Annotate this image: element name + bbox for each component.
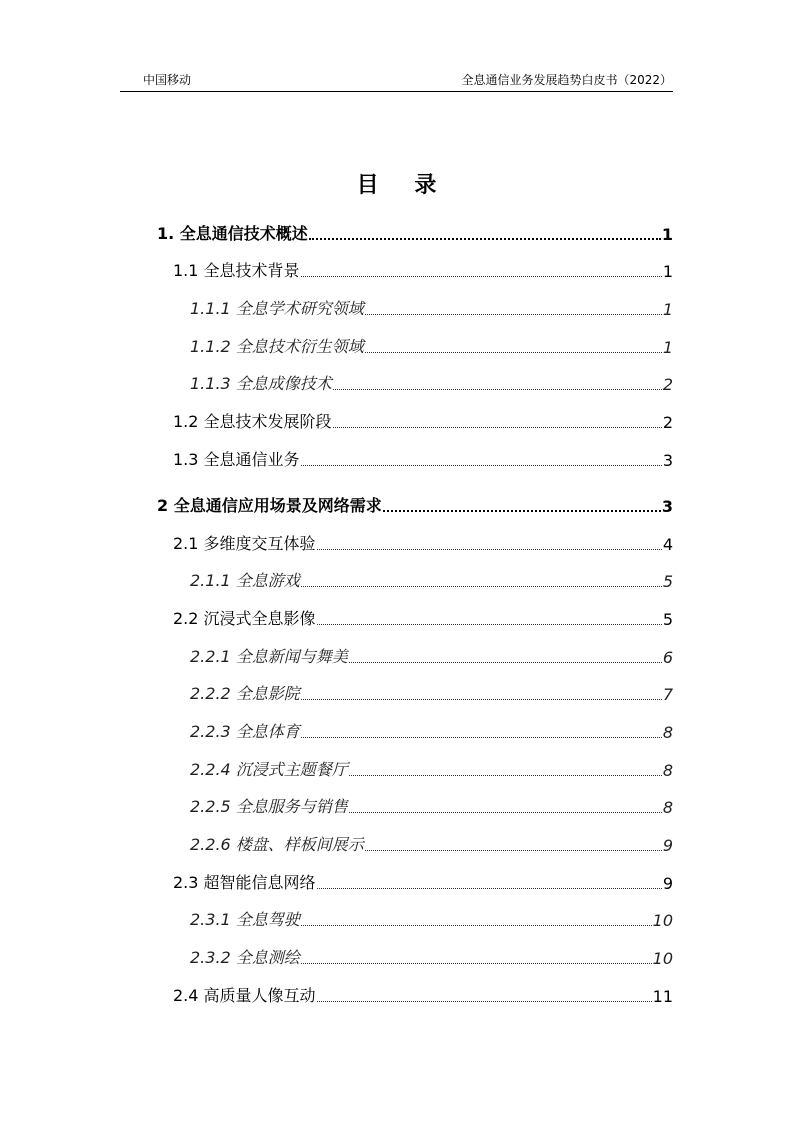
toc-entry-label: 2.2.6 楼盘、样板间展示 [190,835,364,854]
dot-leader [301,925,652,926]
toc-entry-label: 2.2.4 沉浸式主题餐厅 [190,759,348,779]
toc-entry-page: 3 [661,496,673,516]
toc-entry[interactable] [190,327,673,365]
toc-entry[interactable] [173,976,673,1014]
toc-entry-label: 1.2 全息技术发展阶段 [173,412,332,432]
toc-entry-page: 1 [662,262,673,282]
toc-entry-page: 1 [661,224,673,244]
header-right: 全息通信业务发展趋势白皮书（2022） [461,73,672,87]
toc-entry-label: 1.1.2 全息技术衍生领域 [190,336,364,356]
toc-entry-page: 5 [662,572,673,592]
dot-leader [317,888,662,889]
dot-leader [383,510,661,512]
toc-entry[interactable] [173,440,673,478]
toc-entry[interactable] [190,289,673,327]
toc-entry-page: 8 [662,798,673,818]
dot-leader [301,737,662,738]
toc-entry-label: 2 全息通信应用场景及网络需求 [157,495,382,515]
toc-entry-label: 2.2.5 全息服务与销售 [190,797,348,817]
dot-leader [301,276,662,277]
toc-entry[interactable] [190,750,673,788]
page-title: 目 录 [356,173,451,198]
toc-entry-page: 1 [662,300,673,320]
dot-leader [317,1001,652,1002]
dot-leader [333,389,662,390]
toc-entry[interactable] [173,252,673,290]
toc-entry-page: 6 [662,647,673,667]
toc-entry[interactable] [190,562,673,600]
toc-entry-label: 2.3.1 全息驾驶 [190,910,300,930]
dot-leader [333,427,662,428]
toc-entry-label: 2.4 高质量人像互动 [173,985,316,1005]
toc-entry[interactable] [190,712,673,750]
toc-entry-label: 2.3.2 全息测绘 [190,948,300,968]
toc-entry[interactable] [173,402,673,440]
toc-entry[interactable] [190,637,673,675]
header-left: 中国移动 [143,73,192,87]
toc-entry[interactable] [157,214,673,252]
table-of-contents [0,214,793,1014]
toc-entry-label: 2.2.1 全息新闻与舞美 [190,646,348,666]
dot-leader [349,662,662,663]
dot-leader [349,775,662,776]
toc-entry-page: 7 [662,685,673,705]
toc-entry-label: 2.2.2 全息影院 [190,684,300,704]
toc-entry-page: 8 [662,722,673,742]
toc-entry-page: 9 [662,836,673,855]
toc-entry[interactable] [190,788,673,826]
toc-entry[interactable] [157,478,673,524]
toc-entry-page: 9 [662,873,673,893]
dot-leader [301,465,662,466]
toc-entry-page: 1 [662,337,673,357]
toc-entry-label: 2.1.1 全息游戏 [190,571,300,591]
toc-entry[interactable] [173,599,673,637]
toc-entry-label: 2.1 多维度交互体验 [173,533,316,553]
toc-entry-label: 2.2 沉浸式全息影像 [173,608,316,628]
dot-leader [365,352,662,353]
dot-leader [365,850,662,851]
toc-entry-page: 2 [662,375,673,395]
toc-entry-label: 1.3 全息通信业务 [173,449,300,469]
toc-entry-label: 1.1 全息技术背景 [173,261,300,281]
toc-entry[interactable] [190,825,673,863]
dot-leader [317,624,662,625]
dot-leader [301,963,652,964]
page-header [143,71,672,88]
toc-entry[interactable] [173,524,673,562]
toc-entry[interactable] [190,938,673,976]
dot-leader [349,812,662,813]
dot-leader [301,699,662,700]
dot-leader [365,314,662,315]
toc-entry-page: 5 [662,609,673,629]
dot-leader [301,586,662,587]
toc-entry-label: 1.1.1 全息学术研究领域 [190,299,364,319]
toc-entry-page: 11 [652,986,673,1006]
toc-entry-page: 2 [662,413,673,433]
toc-entry-page: 8 [662,760,673,780]
header-divider [120,91,673,92]
toc-entry-page: 10 [652,949,673,969]
toc-entry-label: 2.2.3 全息体育 [190,721,300,741]
toc-entry-page: 10 [652,911,673,931]
toc-entry[interactable] [190,365,673,403]
toc-entry-label: 1. 全息通信技术概述 [157,223,308,243]
toc-entry[interactable] [190,675,673,713]
toc-entry-label: 2.3 超智能信息网络 [173,872,316,892]
toc-entry[interactable] [190,901,673,939]
toc-entry-page: 3 [662,450,673,470]
toc-entry[interactable] [173,863,673,901]
toc-entry-page: 4 [662,534,673,554]
dot-leader [309,238,661,240]
toc-entry-label: 1.1.3 全息成像技术 [190,374,332,394]
dot-leader [317,549,662,550]
